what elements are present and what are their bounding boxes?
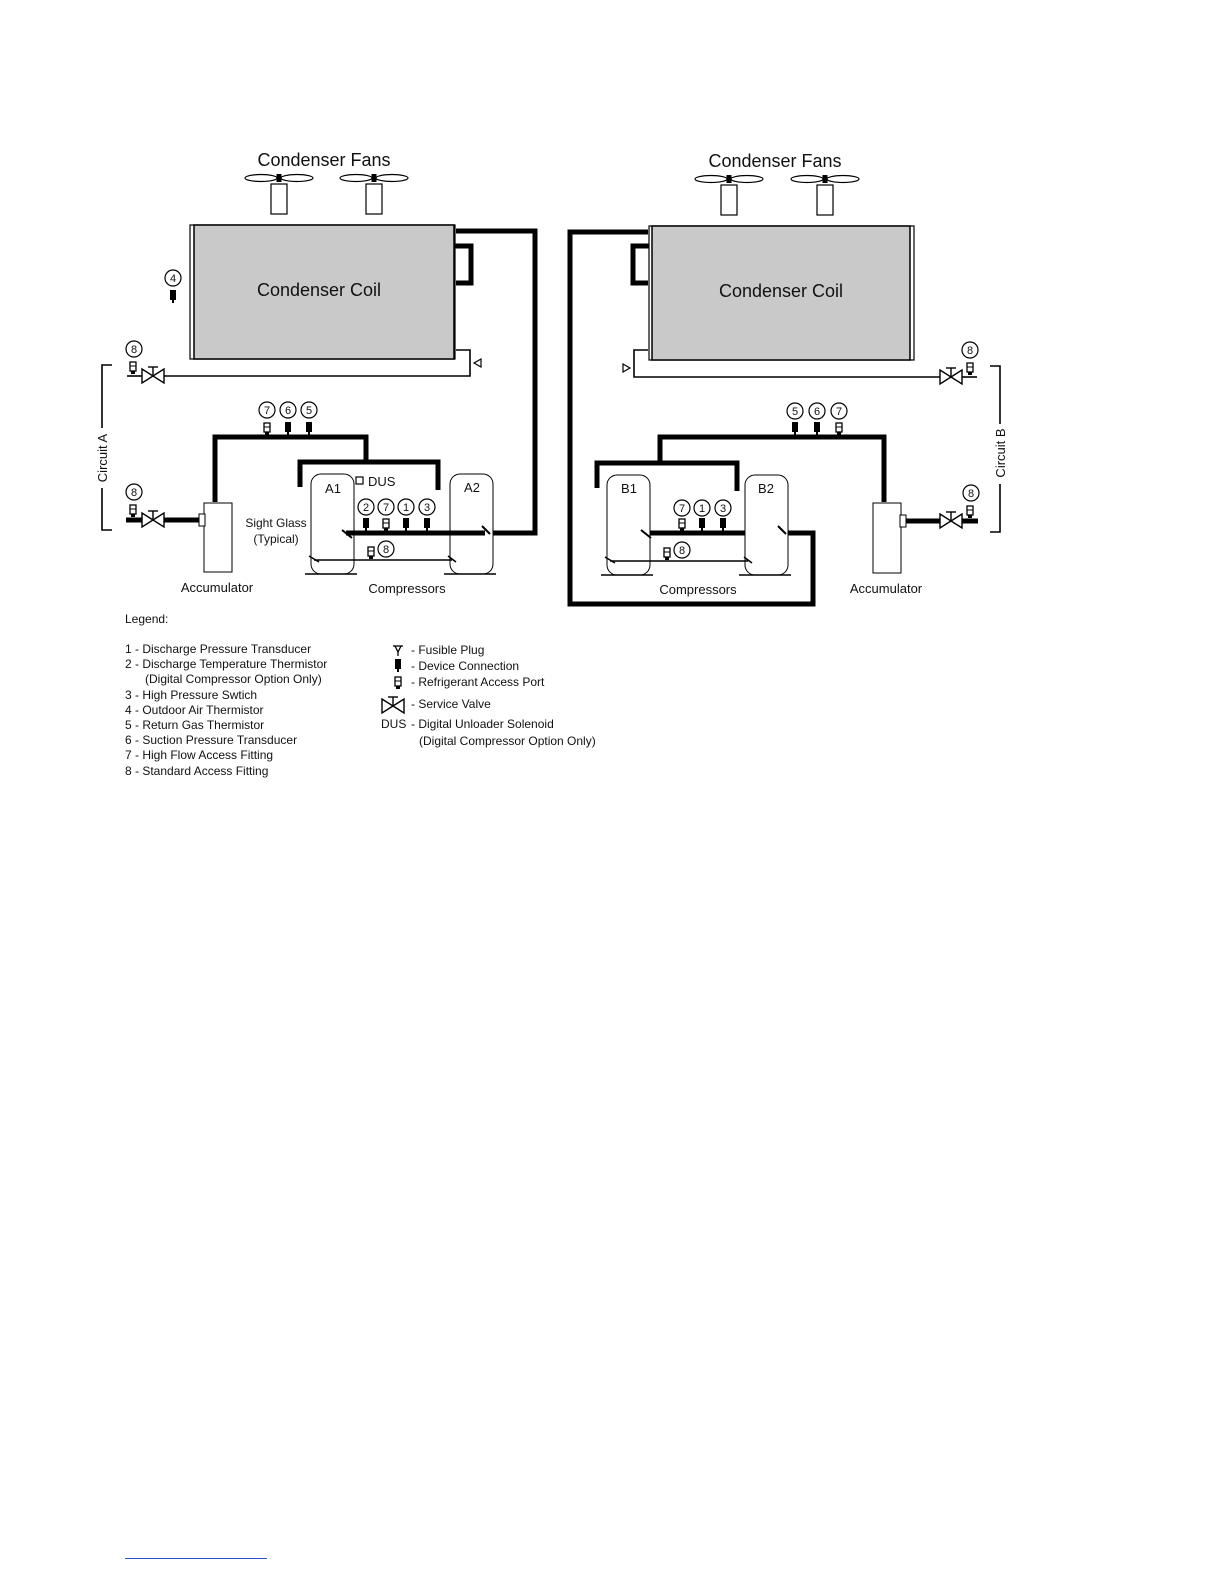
circuit-a-liquid-service-valve-icon [142, 367, 164, 383]
circuit-a-dus-icon [356, 477, 363, 484]
circuit-a-discharge-sensor-1: 2 [362, 502, 370, 514]
compressor-b1-label: B1 [621, 481, 637, 496]
circuit-b-liquid-service-valve-icon [940, 368, 962, 384]
circuit-a-discharge-port-icon [383, 519, 389, 531]
circuit-b-suction-service-valve-icon [940, 512, 962, 528]
compressor-b2-label: B2 [758, 481, 774, 496]
circuit-b-accumulator-label: Accumulator [849, 581, 923, 596]
circuit-a-suction-device-1-icon [285, 422, 291, 435]
circuit-b-liquid-access-port-icon [967, 363, 973, 375]
circuit-b-suction-access-port-icon [967, 506, 973, 518]
legend-device-connection: - Device Connection [411, 659, 520, 673]
legend-fusible-plug: - Fusible Plug [411, 643, 485, 657]
circuit-a-discharge-sensor-2: 7 [382, 502, 390, 514]
circuit-a-suction-sensor-3: 5 [305, 405, 313, 417]
legend-item-7: 7 - High Flow Access Fitting [125, 748, 274, 762]
circuit-a-discharge-device-1-icon [363, 518, 369, 531]
circuit-b-coil-header-pipe [633, 246, 649, 283]
circuit-a-suction-sensor-8: 8 [130, 487, 138, 499]
legend-item-5: 5 - Return Gas Thermistor [125, 718, 265, 732]
circuit-a-liquid-access-port-icon [130, 362, 136, 374]
circuit-b-suction-port-icon [836, 423, 842, 435]
circuit-b-label: Circuit B [993, 428, 1008, 478]
circuit-b-suction-sensor-2: 6 [813, 406, 821, 418]
circuit-b-fan-2-icon [791, 175, 859, 215]
circuit-a-suction-access-port-icon [130, 505, 136, 517]
circuit-a-fans-label: Condenser Fans [257, 150, 391, 170]
compressor-a1-label: A1 [325, 481, 341, 496]
circuit-a-equalizer-sensor-8: 8 [382, 544, 390, 556]
circuit-a-compressors-label: Compressors [368, 581, 446, 596]
circuit-b-fans-label: Condenser Fans [708, 151, 842, 171]
sight-glass-sublabel: (Typical) [253, 532, 299, 546]
circuit-a-suction-sensor-1: 7 [263, 405, 271, 417]
circuit-a-accumulator [204, 503, 232, 572]
legend-device-connection-icon [395, 659, 401, 672]
circuit-a-discharge-device-3-icon [424, 518, 430, 531]
circuit-a-suction-service-valve-icon [142, 511, 164, 527]
sight-glass-label: Sight Glass [245, 516, 307, 530]
compressor-a2-label: A2 [464, 480, 480, 495]
legend-item-6: 6 - Suction Pressure Transducer [125, 733, 298, 747]
circuit-a-fan-1-icon [245, 174, 313, 214]
legend-dus-key: DUS [381, 717, 407, 731]
circuit-a-liquid-sensor-8: 8 [130, 344, 138, 356]
circuit-b-suction-sensor-3: 7 [835, 406, 843, 418]
circuit-b-fusible-plug-icon [623, 364, 630, 372]
circuit-b-discharge-device-2-icon [720, 518, 726, 531]
circuit-b-compressors-label: Compressors [659, 582, 737, 597]
circuit-b-equalizer-port-icon [664, 548, 670, 560]
legend-refrigerant-access-port-icon [395, 677, 401, 689]
legend-item-2: 2 - Discharge Temperature Thermistor [125, 657, 328, 671]
circuit-a-coil-label: Condenser Coil [256, 280, 382, 300]
circuit-a-sensor-4-device-icon [170, 290, 176, 303]
circuit-b-equalizer-sensor-8: 8 [678, 545, 686, 557]
legend-item-3: 3 - High Pressure Swtich [125, 688, 258, 702]
circuit-b-discharge-sensor-2: 1 [698, 503, 706, 515]
circuit-a-sensor-4: 4 [169, 273, 177, 285]
circuit-a-discharge-sensor-3: 1 [402, 502, 410, 514]
circuit-b-suction-device-1-icon [792, 422, 798, 435]
circuit-a-fan-2-icon [340, 174, 408, 214]
legend-refrigerant-access-port: - Refrigerant Access Port [411, 675, 545, 689]
footnote-rule [125, 1558, 267, 1559]
legend-dus-sub: (Digital Compressor Option Only) [419, 734, 596, 748]
circuit-b-discharge-port-icon [679, 519, 685, 531]
circuit-a-coil-header-pipe [455, 246, 471, 283]
circuit-b-suction-device-2-icon [814, 422, 820, 435]
legend-service-valve: - Service Valve [411, 697, 491, 711]
circuit-a-equalizer-port-icon [368, 547, 374, 559]
circuit-a-discharge-sensor-4: 3 [423, 502, 431, 514]
circuit-b-suction-sensor-1: 5 [791, 406, 799, 418]
circuit-b-discharge-sensor-1: 7 [678, 503, 686, 515]
circuit-b-coil-label: Condenser Coil [718, 281, 844, 301]
legend-title: Legend: [125, 612, 169, 626]
circuit-a-fusible-plug-icon [474, 359, 481, 367]
circuit-a-suction-device-2-icon [306, 422, 312, 435]
circuit-a-discharge-device-2-icon [403, 518, 409, 531]
circuit-b-accumulator [873, 503, 901, 573]
legend-item-4: 4 - Outdoor Air Thermistor [125, 703, 264, 717]
circuit-b-suction-sensor-8: 8 [967, 488, 975, 500]
circuit-b-liquid-sensor-8: 8 [966, 345, 974, 357]
circuit-b-discharge-sensor-3: 3 [719, 503, 727, 515]
legend-fusible-plug-icon [393, 646, 403, 656]
legend-item-2-note: (Digital Compressor Option Only) [145, 672, 322, 686]
circuit-a-dus-label: DUS [368, 474, 396, 489]
circuit-a-label: Circuit A [95, 433, 110, 483]
circuit-a-suction-sensor-2: 6 [284, 405, 292, 417]
legend-item-8: 8 - Standard Access Fitting [125, 764, 269, 778]
legend-item-1: 1 - Discharge Pressure Transducer [125, 642, 312, 656]
circuit-a-accumulator-label: Accumulator [180, 580, 254, 595]
circuit-a-suction-port-icon [264, 423, 270, 435]
legend-dus-desc: - Digital Unloader Solenoid [411, 717, 554, 731]
circuit-b-fan-1-icon [695, 175, 763, 215]
circuit-b-discharge-device-1-icon [699, 518, 705, 531]
legend-service-valve-icon [382, 697, 404, 713]
